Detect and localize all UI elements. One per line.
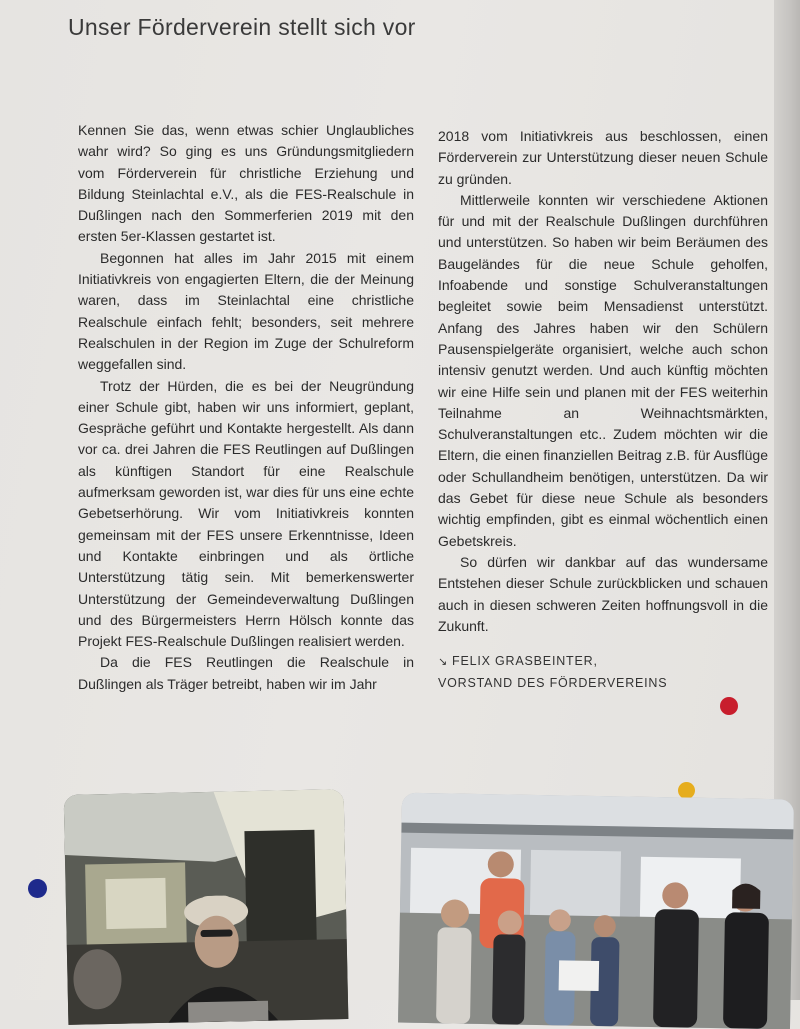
text-column-right (438, 126, 768, 694)
text-column-left (78, 120, 414, 695)
photo-mensa (64, 789, 349, 1025)
red-dot-decoration (720, 697, 738, 715)
paragraph: So dürfen wir dankbar auf das wundersame Entstehen dieser Schule zurückblicken und schauen auch in diesen schweren Zeiten hoffnungsvoll in die Zukunft. (438, 553, 768, 634)
paragraph: 2018 vom Initiativkreis aus beschlossen, einen Förderverein zur Unterstützung dieser neuen Schule zu gründen. (438, 128, 768, 187)
author-role: VORSTAND DES FÖRDERVEREINS (438, 676, 668, 691)
author-name: FELIX GRASBEINTER, (452, 654, 598, 669)
photo-group-image (398, 793, 794, 1029)
paragraph: Begonnen hat alles im Jahr 2015 mit einem Initiativkreis von engagierten Eltern, die der Meinung waren, dass im Steinlachtal eine christliche Realschule einfach fehlt; besonders, seit mehrere Realschulen in der Region im Zuge der Schulreform weggefallen sind. (78, 249, 414, 373)
paragraph: Da die FES Reutlingen die Realschule in Dußlingen als Träger betreibt, haben wir im Jahr (78, 654, 414, 692)
photo-mensa-image (64, 789, 349, 1025)
paragraph: Kennen Sie das, wenn etwas schier Unglaubliches wahr wird? So ging es uns Gründungsmitgliedern vom Förderverein für christliche Erziehung und Bildung Steinlachtal e.V., als die FES-Realschule in Dußlingen nach den Sommerferien 2019 mit den ersten 5er-Klassen gestartet ist. (78, 122, 414, 245)
blue-dot-decoration (28, 879, 47, 898)
page-title: Unser Förderverein stellt sich vor (68, 14, 416, 40)
author-signature (438, 651, 768, 694)
photo-group (398, 793, 794, 1029)
paragraph: Trotz der Hürden, die es bei der Neugründung einer Schule gibt, haben wir uns informiert, geplant, Gespräche geführt und Kontakte hergestellt. Als dann vor ca. drei Jahren die FES Reutlingen auf Dußlingen als künftigen Standort für eine Realschule aufmerksam geworden ist, war dies für uns eine echte Gebetserhörung. Wir vom Initiativkreis konnten gemeinsam mit der FES unsere Erkenntnisse, Ideen und Kontakte einbringen und als örtliche Unterstützung tätig sein. Mit bemerkenswerter Unterstützung der Gemeindeverwaltung Dußlingen und des Bürgermeisters Herrn Hölsch konnte das Projekt FES-Realschule Dußlingen realisiert werden. (78, 377, 414, 650)
paragraph: Mittlerweile konnten wir verschiedene Aktionen für und mit der Realschule Dußlingen durchführen und unterstützen. So haben wir beim Beräumen des Baugeländes für die neue Schule geholfen, Infoabende und sonstige Schulveranstaltungen begleitet sowie beim Mensadienst unterstützt. Anfang des Jahres haben wir den Schülern Pausenspielgeräte organisiert, welche auch schon intensiv genutzt werden. Und auch künftig möchten wir eine Hilfe sein und planen mit der FES weiterhin Teilnahme an Weihnachtsmärkten, Schulveranstaltungen etc.. Zudem möchten wir die Eltern, die einen finanziellen Beitrag z.B. für Ausflüge oder Schullandheim benötigen, unterstützen. Da wir das Gebet für diese neue Schule als besonders wichtig empfinden, gibt es einmal wöchentlich einen Gebetskreis. (438, 191, 768, 549)
yellow-dot-decoration (678, 782, 695, 799)
arrow-icon: ↘ (438, 656, 449, 669)
